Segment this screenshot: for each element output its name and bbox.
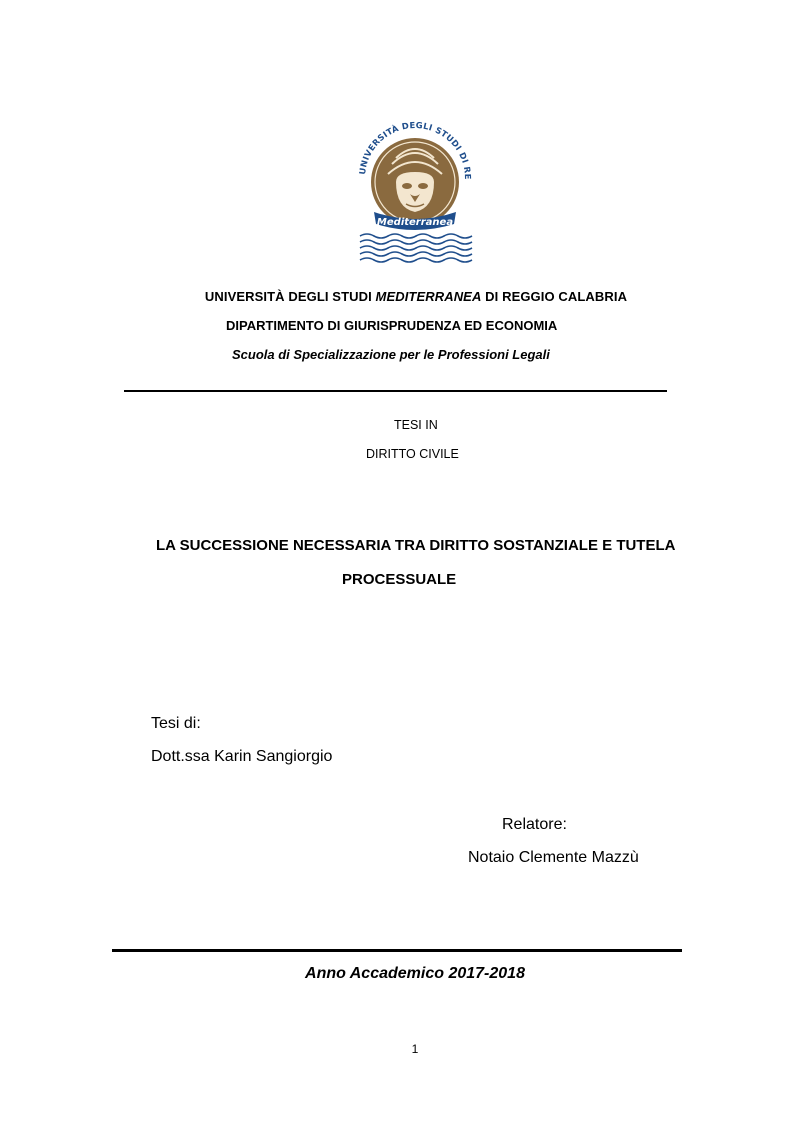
top-divider (124, 390, 667, 392)
university-name-italic: MEDITERRANEA (375, 289, 482, 304)
department-name: DIPARTIMENTO DI GIURISPRUDENZA ED ECONOMIA (226, 318, 558, 333)
author-name: Dott.ssa Karin Sangiorgio (151, 748, 333, 765)
page-number: 1 (411, 1042, 419, 1056)
logo-banner-text: Mediterranea (376, 217, 454, 228)
bottom-divider (112, 949, 682, 952)
supervisor-name: Notaio Clemente Mazzù (468, 849, 639, 866)
thesis-type-label: TESI IN (394, 418, 438, 432)
university-name (0, 289, 794, 304)
author-label: Tesi di: (151, 715, 201, 732)
thesis-title-line-2: PROCESSUALE (342, 571, 457, 588)
school-name: Scuola di Specializzazione per le Professioni Legali (232, 347, 550, 362)
academic-year: Anno Accademico 2017-2018 (305, 965, 525, 982)
university-logo (352, 112, 478, 264)
thesis-subject: DIRITTO CIVILE (366, 447, 459, 461)
university-name-suffix: DI REGGIO CALABRIA (481, 289, 628, 304)
thesis-title-line-1: LA SUCCESSIONE NECESSARIA TRA DIRITTO SOSTANZIALE E TUTELA (156, 537, 676, 554)
university-name-prefix: UNIVERSITÀ DEGLI STUDI (204, 289, 376, 304)
logo-ring-text: UNIVERSITÀ DEGLI STUDI DI RE (357, 119, 474, 180)
supervisor-label: Relatore: (502, 816, 567, 833)
